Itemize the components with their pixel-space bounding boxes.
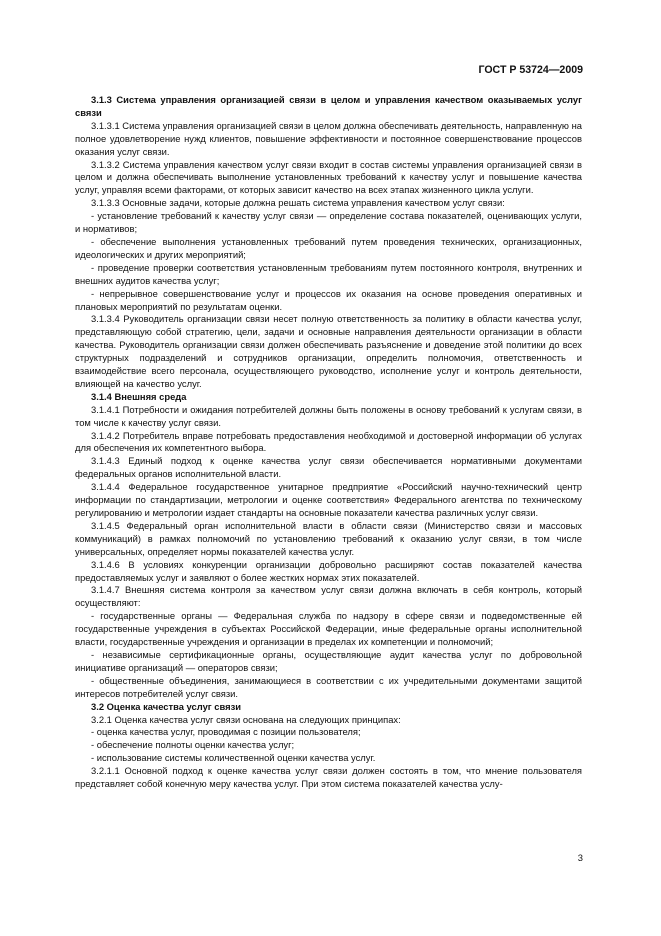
paragraph: 3.1.4.3 Единый подход к оценке качества услуг связи обеспечивается нормативными документами федеральных органов исполнительной власти. (75, 455, 582, 480)
paragraph: - оценка качества услуг, проводимая с позиции пользователя; (91, 726, 361, 738)
paragraph: - проведение проверки соответствия установленным требованиям путем постоянного контроля, внутренних и внешних аудитов качества услуг; (75, 261, 582, 286)
paragraph: - установление требований к качеству услуг связи — определение состава показателей, оценивающих услуги, и нормативов; (75, 210, 582, 235)
paragraph: - общественные объединения, занимающиеся в соответствии с их учредительными документами защитой интересов потребителей услуг связи. (75, 674, 582, 699)
section-heading: 3.2 Оценка качества услуг связи (91, 700, 242, 712)
paragraph: - непрерывное совершенствование услуг и процессов их оказания на основе проведения оперативных и плановых мероприятий по результатам оценки. (75, 287, 582, 312)
paragraph: 3.1.4.4 Федеральное государственное унитарное предприятие «Российский научно-технический центр информации по стандартизации, метрологии и оценке соответствия» Федерального агентства по техническому регулированию и метрологии издает стандарты на основные показатели качества различных услуг связи. (75, 481, 582, 518)
paragraph: 3.1.3.1 Система управления организацией связи в целом должна обеспечивать деятельность, направленную на полное удовлетворение нужд клиентов, повышение эффективности и постоянное совершенствование процессов оказания услуг связи. (75, 119, 582, 157)
paragraph: - использование системы количественной оценки качества услуг. (91, 752, 376, 764)
paragraph: 3.1.3.4 Руководитель организации связи несет полную ответственность за политику в области качества услуг, представляющую собой стратегию, цели, задачи и основные направления деятельности организации в области качества. Руководитель организации связи должен обеспечивать разъяснение и доведение этой политики до всех структурных подразделений и сотрудников организации, определить полномочия, ответственность и взаимодействие всего персонала, осуществляющего руководство, исполнение услуг и контроль деятельности, влияющей на качество услуг. (75, 313, 582, 389)
paragraph: - обеспечение полноты оценки качества услуг; (91, 739, 295, 751)
paragraph: 3.2.1 Оценка качества услуг связи основана на следующих принципах: (91, 713, 401, 725)
paragraph: 3.2.1.1 Основной подход к оценке качества услуг связи должен состоять в том, что мнение пользователя представляет собой конечную меру качества услуг. При этом система показателей качества услу- (75, 765, 582, 790)
paragraph: - государственные органы — Федеральная служба по надзору в сфере связи и подведомственные ей государственные учреждения в субъектах Российской Федерации, иные федеральные органы исполнительной власти, государственные учреждения и организации в пределах их компетенции и полномочий; (75, 610, 582, 648)
paragraph: 3.1.3.2 Система управления качеством услуг связи входит в состав системы управления организацией связи в целом и должна обеспечивать выполнение установленных требований к качеству услуг и повышение качества услуг, управляя всеми факторами, от которых зависит качество на всех этапах жизненного цикла услуги. (75, 158, 582, 196)
document-body (75, 94, 582, 791)
paragraph: - независимые сертификационные органы, осуществляющие аудит качества услуг по добровольной инициативе организаций — операторов связи; (75, 648, 582, 673)
paragraph: 3.1.4.6 В условиях конкуренции организации добровольно расширяют состав показателей качества предоставляемых услуг и заявляют о более жестких нормах этих показателей. (75, 558, 582, 583)
paragraph: - обеспечение выполнения установленных требований путем проведения технических, организационных, идеологических и других мероприятий; (75, 235, 582, 260)
section-heading: 3.1.3 Система управления организацией связи в целом и управления качеством оказываемых услуг связи (75, 94, 582, 118)
section-heading: 3.1.4 Внешняя среда (91, 390, 187, 402)
paragraph: 3.1.4.5 Федеральный орган исполнительной власти в области связи (Министерство связи и массовых коммуникаций) в рамках полномочий по установлению требований к оказанию услуг связи, в том числе универсальных, определяет нормы показателей качества услуг. (75, 519, 582, 557)
document-code: ГОСТ Р 53724—2009 (478, 64, 583, 76)
paragraph: 3.1.4.1 Потребности и ожидания потребителей должны быть положены в основу требований к услугам связи, в том числе к качеству услуг связи. (75, 403, 582, 428)
page-number: 3 (577, 852, 583, 863)
paragraph: 3.1.4.7 Внешняя система контроля за качеством услуг связи должна включать в себя контроль, который осуществляют: (75, 584, 582, 609)
paragraph: 3.1.3.3 Основные задачи, которые должна решать система управления качеством услуг связи: (91, 197, 505, 209)
paragraph: 3.1.4.2 Потребитель вправе потребовать предоставления необходимой и достоверной информации об услугах для обеспечения их компетентного выбора. (75, 429, 582, 454)
